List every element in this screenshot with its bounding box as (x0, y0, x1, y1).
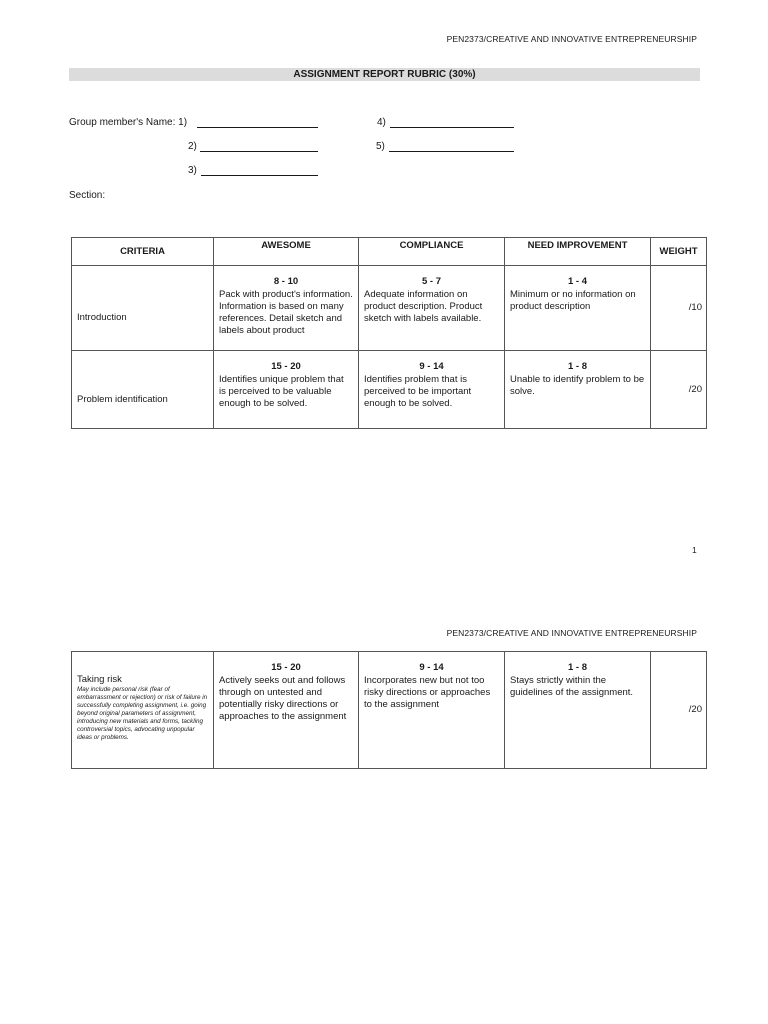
need-improvement-cell (505, 652, 651, 769)
descriptor-text: Minimum or no information on product description (510, 289, 636, 312)
weight-cell: /20 (651, 652, 707, 769)
member-2-label: 2) (188, 141, 197, 152)
member-4-label: 4) (377, 117, 386, 128)
member-1-label: 1) (178, 117, 188, 128)
section-label: Section: (69, 190, 106, 201)
descriptor-text: Identifies unique problem that is perceived to be valuable enough to be solved. (219, 374, 344, 409)
score-range: 8 - 10 (273, 276, 299, 287)
compliance-cell (359, 266, 505, 351)
group-label-text: Group member's Name: (69, 117, 176, 128)
rubric-table-continued (71, 651, 707, 769)
need-improvement-cell (505, 351, 651, 429)
criteria-cell: Problem identification (72, 351, 214, 429)
header-weight: WEIGHT (651, 238, 707, 266)
header-need-improvement: NEED IMPROVEMENT (505, 238, 651, 266)
member-2-field[interactable] (200, 141, 318, 152)
member-5-label: 5) (376, 141, 385, 152)
header-compliance: COMPLIANCE (359, 238, 505, 266)
table-row (72, 652, 707, 769)
descriptor-text: Pack with product's information. Information is based on many references. Detail sketch and labels about product (219, 289, 353, 336)
compliance-cell (359, 652, 505, 769)
score-range: 9 - 14 (419, 662, 444, 673)
awesome-cell (214, 351, 359, 429)
member-1-field[interactable] (197, 117, 318, 128)
descriptor-text: Identifies problem that is perceived to be important enough to be solved. (364, 374, 472, 409)
header-criteria: CRITERIA (72, 238, 214, 266)
criteria-title: Taking risk (77, 674, 122, 685)
group-members-label (69, 117, 187, 128)
table-header-row (72, 238, 707, 266)
weight-cell: /20 (651, 351, 707, 429)
awesome-cell (214, 652, 359, 769)
member-4-field[interactable] (390, 117, 514, 128)
header-awesome: AWESOME (214, 238, 359, 266)
member-3-field[interactable] (201, 165, 318, 176)
score-range: 9 - 14 (419, 361, 444, 372)
need-improvement-cell (505, 266, 651, 351)
table-row (72, 266, 707, 351)
score-range: 5 - 7 (421, 276, 441, 287)
page-number: 1 (692, 545, 697, 555)
descriptor-text: Stays strictly within the guidelines of the assignment. (510, 675, 634, 698)
descriptor-text: Actively seeks out and follows through on untested and potentially risky directions or approaches to the assignment (219, 675, 347, 722)
weight-cell: /10 (651, 266, 707, 351)
descriptor-text: Unable to identify problem to be solve. (510, 374, 645, 397)
score-range: 15 - 20 (271, 361, 301, 372)
compliance-cell (359, 351, 505, 429)
table-row (72, 351, 707, 429)
score-range: 1 - 8 (567, 662, 587, 673)
awesome-cell (214, 266, 359, 351)
descriptor-text: Adequate information on product description. Product sketch with labels available. (364, 289, 483, 324)
rubric-table (71, 237, 707, 429)
course-header: PEN2373/CREATIVE AND INNOVATIVE ENTREPRENEURSHIP (446, 34, 697, 44)
criteria-note: May include personal risk (fear of embarrassment or rejection) or risk of failure in successfully completing assignment, i.e. going beyond original parameters of assignment, introducing new materials and forms, tackling controversial topics, advocating unpopular ideas or problems. (77, 686, 208, 741)
score-range: 15 - 20 (271, 662, 301, 673)
criteria-cell: Introduction (72, 266, 214, 351)
score-range: 1 - 8 (567, 361, 587, 372)
descriptor-text: Incorporates new but not too risky directions or approaches to the assignment (364, 675, 491, 710)
score-range: 1 - 4 (567, 276, 587, 287)
course-header: PEN2373/CREATIVE AND INNOVATIVE ENTREPRENEURSHIP (446, 628, 697, 638)
criteria-cell (72, 652, 214, 769)
member-3-label: 3) (188, 165, 197, 176)
member-5-field[interactable] (389, 141, 514, 152)
document-title: ASSIGNMENT REPORT RUBRIC (30%) (69, 68, 700, 81)
